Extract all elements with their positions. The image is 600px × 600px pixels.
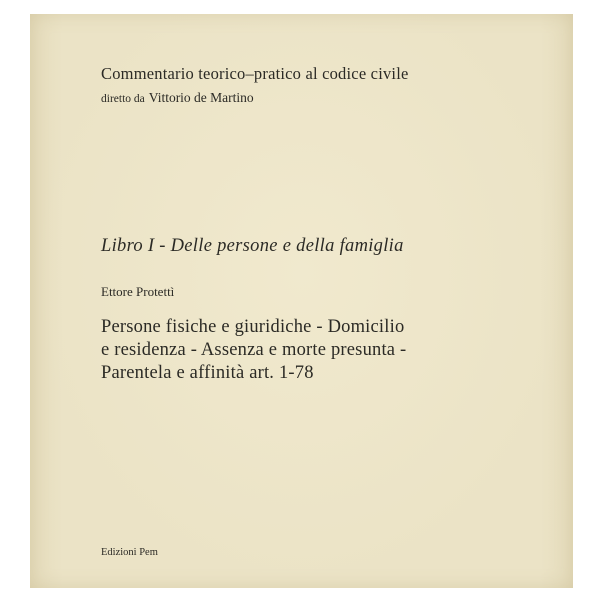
- subject-line: Parentela e affinità art. 1-78: [101, 363, 314, 383]
- subject-line: Persone fisiche e giuridiche - Domicilio: [101, 317, 405, 337]
- series-title: Commentario teorico–pratico al codice civile: [101, 64, 409, 83]
- author-name: Ettore Protettì: [101, 284, 175, 299]
- subject-line: e residenza - Assenza e morte presunta -: [101, 340, 407, 360]
- publisher-name: Edizioni Pem: [101, 547, 158, 558]
- director-prefix: diretto da: [101, 93, 145, 105]
- director-name: Vittorio de Martino: [148, 90, 254, 105]
- subject-block: [101, 316, 406, 385]
- book-title: Libro I - Delle persone e della famiglia: [101, 236, 404, 256]
- director-line: [101, 89, 254, 107]
